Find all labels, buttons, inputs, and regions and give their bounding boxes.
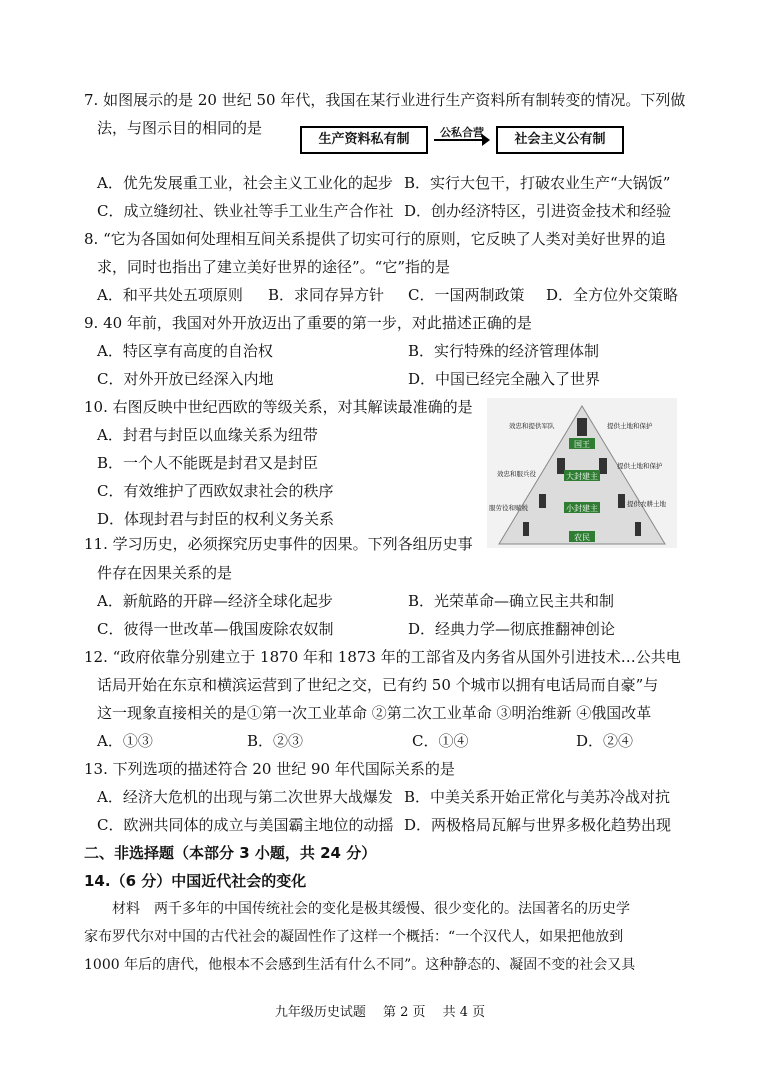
left-relation-3: 服劳役和赋税 <box>489 504 528 512</box>
q7-option-b: B．实行大包干，打破农业生产“大锅饭” <box>404 174 671 192</box>
q14-material-line1: 材料 两千多年的中国传统社会的变化是极其缓慢、很少变化的。法国著名的历史学 <box>112 901 630 917</box>
right-relation-3: 提供农耕土地 <box>627 500 666 508</box>
vassal-figure-icon <box>618 494 625 508</box>
q10-stem: 10. 右图反映中世纪西欧的等级关系，对其解读最准确的是 <box>84 398 473 416</box>
q8-option-a: A．和平共处五项原则 <box>97 286 243 304</box>
q13-option-b: B．中美关系开始正常化与美苏冷战对抗 <box>404 788 671 806</box>
left-relation-1: 效忠和提供军队 <box>509 422 555 430</box>
q7-stem-line2: 法，与图示目的相同的是 <box>97 119 263 137</box>
q12-option-a: A．①③ <box>97 732 153 750</box>
q13-stem: 13. 下列选项的描述符合 20 世纪 90 年代国际关系的是 <box>84 760 455 778</box>
q13-option-d: D．两极格局瓦解与世界多极化趋势出现 <box>404 816 672 834</box>
q7-option-c: C．成立缝纫社、铁业社等手工业生产合作社 <box>97 202 394 220</box>
q13-option-a: A．经济大危机的出现与第二次世界大战爆发 <box>97 788 393 806</box>
peasant-figure-icon <box>635 522 641 536</box>
q8-stem-line2: 求，同时也指出了建立美好世界的途径”。“它”指的是 <box>97 258 451 276</box>
section-heading: 二、非选择题（本部分 3 小题，共 24 分） <box>84 844 377 862</box>
q10-option-a: A．封君与封臣以血缘关系为纽带 <box>97 426 318 444</box>
q12-option-b: B．②③ <box>247 732 304 750</box>
q12-stem-line2: 话局开始在东京和横滨运营到了世纪之交，已有约 50 个城市以拥有电话局而自豪”与 <box>97 676 659 694</box>
q11-option-a: A．新航路的开辟—经济全球化起步 <box>97 592 333 610</box>
q9-stem: 9. 40 年前，我国对外开放迈出了重要的第一步，对此描述正确的是 <box>84 314 532 332</box>
q11-option-c: C．彼得一世改革—俄国废除农奴制 <box>97 620 334 638</box>
q9-option-c: C．对外开放已经深入内地 <box>97 370 274 388</box>
q10-option-b: B．一个人不能既是封君又是封臣 <box>97 454 319 472</box>
q14-material-line2: 家布罗代尔对中国的古代社会的凝固性作了这样一个概括：“一个汉代人，如果把他放到 <box>84 929 624 945</box>
q7-option-d: D．创办经济特区，引进资金技术和经验 <box>404 202 672 220</box>
peasant-figure-icon <box>523 522 529 536</box>
q10-option-c: C．有效维护了西欧奴隶社会的秩序 <box>97 482 334 500</box>
q10-option-d: D．体现封君与封臣的权利义务关系 <box>97 510 335 528</box>
q13-option-c: C．欧洲共同体的成立与美国霸主地位的动摇 <box>97 816 394 834</box>
right-relation-2: 提供土地和保护 <box>617 462 663 470</box>
q8-option-b: B．求同存异方针 <box>268 286 385 304</box>
great-lord-label: 大封建主 <box>566 472 598 481</box>
flow-arrow-icon <box>434 139 488 141</box>
q11-option-d: D．经典力学—彻底推翻神创论 <box>408 620 616 638</box>
q9-option-b: B．实行特殊的经济管理体制 <box>408 342 600 360</box>
q11-stem-line2: 件存在因果关系的是 <box>97 564 233 582</box>
lord-figure-icon <box>557 458 565 474</box>
q7-stem-line1: 7. 如图展示的是 20 世纪 50 年代，我国在某行业进行生产资料所有制转变的情况。下列做 <box>84 91 686 109</box>
q8-option-d: D．全方位外交策略 <box>546 286 679 304</box>
lord-figure-icon <box>599 458 607 474</box>
peasant-label: 农民 <box>574 533 590 542</box>
king-label: 国王 <box>574 440 590 449</box>
q11-stem-line1: 11. 学习历史，必须探究历史事件的因果。下列各组历史事 <box>84 535 473 553</box>
q14-title: 14.（6 分）中国近代社会的变化 <box>84 872 307 890</box>
page-footer: 九年级历史试题 第 2 页 共 4 页 <box>274 1005 486 1020</box>
q9-option-a: A．特区享有高度的自治权 <box>97 342 273 360</box>
q12-option-d: D．②④ <box>576 732 634 750</box>
q9-option-d: D．中国已经完全融入了世界 <box>408 370 601 388</box>
small-lord-label: 小封建主 <box>566 504 598 513</box>
flow-right-box: 社会主义公有制 <box>496 126 624 154</box>
q8-stem-line1: 8. “它为各国如何处理相互间关系提供了切实可行的原则，它反映了人类对美好世界的追 <box>84 230 666 248</box>
q12-stem-line3: 这一现象直接相关的是①第一次工业革命 ②第二次工业革命 ③明治维新 ④俄国改革 <box>97 704 652 722</box>
flow-arrow-label: 公私合营 <box>440 126 484 139</box>
left-relation-2: 效忠和服兵役 <box>497 470 536 478</box>
q8-option-c: C．一国两制政策 <box>408 286 525 304</box>
vassal-figure-icon <box>539 494 546 508</box>
q12-option-c: C．①④ <box>412 732 469 750</box>
right-relation-1: 提供土地和保护 <box>607 422 653 430</box>
ownership-flow-diagram <box>300 124 626 158</box>
q7-option-a: A．优先发展重工业，社会主义工业化的起步 <box>97 174 393 192</box>
q12-stem-line1: 12. “政府依靠分别建立于 1870 年和 1873 年的工部省及内务省从国外引进技术…公共电 <box>84 648 681 666</box>
q11-option-b: B．光荣革命—确立民主共和制 <box>408 592 615 610</box>
q14-material-line3: 1000 年后的唐代，他根本不会感到生活有什么不同”。这种静态的、凝固不变的社会又具 <box>84 957 636 973</box>
king-figure-icon <box>577 418 587 436</box>
flow-left-box: 生产资料私有制 <box>300 126 428 154</box>
feudal-hierarchy-figure <box>487 398 677 548</box>
